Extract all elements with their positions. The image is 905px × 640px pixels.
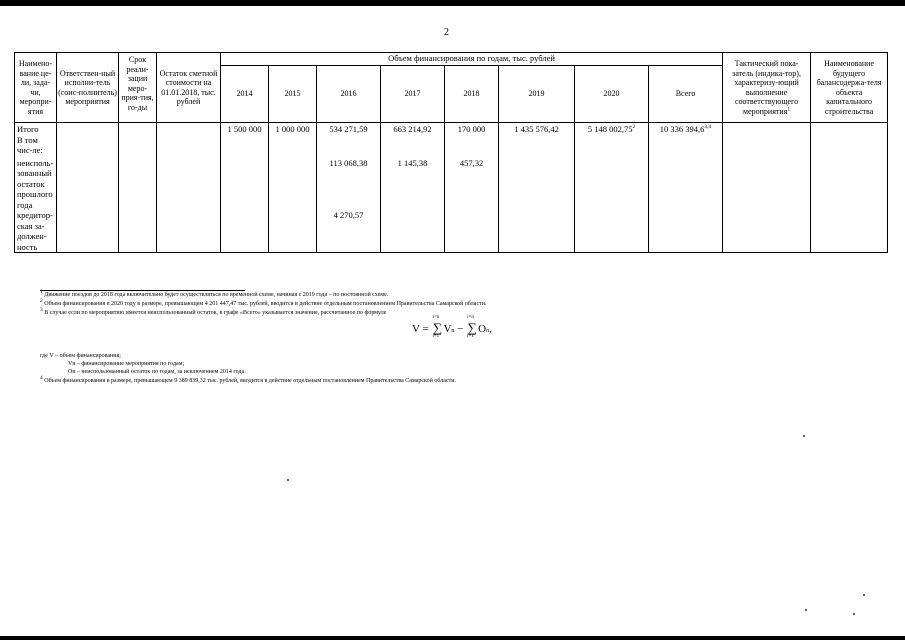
table-row (15, 123, 888, 135)
cell-value: 457,32 (445, 156, 499, 211)
scan-speck (805, 609, 807, 611)
formula-where: где V – объем финансирования; (40, 353, 121, 359)
header-indicator: Тактический пока-затель (индика-тор), характеризу-ющий выполнение соответствующего мероприятия$^1$ (723, 53, 811, 123)
header-year: 2016 (317, 66, 381, 123)
page-number: 2 (444, 27, 449, 38)
scan-speck (287, 479, 289, 481)
footnote-4: $^4$ Объем финансирования в размере, превышающем 9 389 839,32 тыс. рублей, вводится в действие отдельным постановлением Правительства Самарской области. (40, 375, 456, 384)
header-year: 2018 (445, 66, 499, 123)
row-label: кредитор-ская за-должен-ность (15, 210, 57, 253)
footnote-3: $^3$ В случае если по мероприятию имеется неиспользованный остаток, в графе «Всего» указывается значение, рассчитанное по формуле (40, 307, 387, 316)
sum-sign: ∑ i=n i=1 (467, 315, 477, 339)
header-term: Срок реали-зации меро-прия-тия, го-ды (119, 53, 157, 123)
cell-value: 10 336 394,6$^{3,4}$ (649, 123, 723, 135)
table-row (15, 210, 888, 253)
cell-value: 5 148 002,75$^2$ (575, 123, 649, 135)
funding-table (14, 52, 888, 253)
header-year: 2014 (221, 66, 269, 123)
cell-value: 170 000 (445, 123, 499, 135)
row-label: Итого (15, 123, 57, 135)
cell-value: 1 435 576,42 (499, 123, 575, 135)
header-year: 2020 (575, 66, 649, 123)
row-label: В том чис-ле: (15, 135, 57, 156)
cell-value: 663 214,92 (381, 123, 445, 135)
header-holder: Наименование будущего балансодержа-теля объекта капитального строительства (811, 53, 888, 123)
header-goal-name: Наимено-вание це-ли, зада-чи, меропри-ятия (15, 53, 57, 123)
cell-value: 1 500 000 (221, 123, 269, 135)
formula-on: On – неиспользованный остаток по годам, за исключением 2014 года. (68, 369, 246, 375)
cell-value: 113 068,38 (317, 156, 381, 211)
row-label: неисполь-зованный остаток прошлого года (15, 156, 57, 211)
footnote-1: $^1$ Движение поездов до 2018 года включительно будет осуществляться по временной схеме, начиная с 2019 года – по постоянной схеме. (40, 289, 389, 298)
header-year: 2019 (499, 66, 575, 123)
scan-speck (803, 435, 805, 437)
footnote-separator (40, 290, 245, 291)
cell-value: 1 000 000 (269, 123, 317, 135)
sum-sign: ∑ i=n i=1 (432, 315, 443, 339)
bottom-border (0, 636, 905, 640)
cell-value: 534 271,59 (317, 123, 381, 135)
table-row (15, 135, 888, 156)
header-year: 2017 (381, 66, 445, 123)
funding-formula: V = ∑ i=n i=1 Vn − ∑ i=n i=1 On, (412, 315, 492, 339)
top-border (0, 0, 905, 6)
scan-speck (853, 613, 855, 615)
table-row (15, 156, 888, 211)
formula-vn: Vn – финансирование мероприятия по годам; (68, 361, 185, 367)
cell-value: 1 145,38 (381, 156, 445, 211)
header-balance: Остаток сметной стоимости на 01.01.2018, тыс. рублей (157, 53, 221, 123)
scan-speck (863, 594, 865, 596)
header-executor: Ответствен-ный исполни-тель (соис-полнитель) мероприятия (57, 53, 119, 123)
footnote-2: $^2$ Объем финансирования в 2020 году в размере, превышающем 4 201 447,47 тыс. рублей, вводится в действие отдельным постановлением Правительства Самарской области. (40, 298, 487, 307)
header-funding-group: Объем финансирования по годам, тыс. рублей (221, 53, 723, 66)
header-total: Всего (649, 66, 723, 123)
header-year: 2015 (269, 66, 317, 123)
cell-value: 4 270,57 (317, 210, 381, 253)
